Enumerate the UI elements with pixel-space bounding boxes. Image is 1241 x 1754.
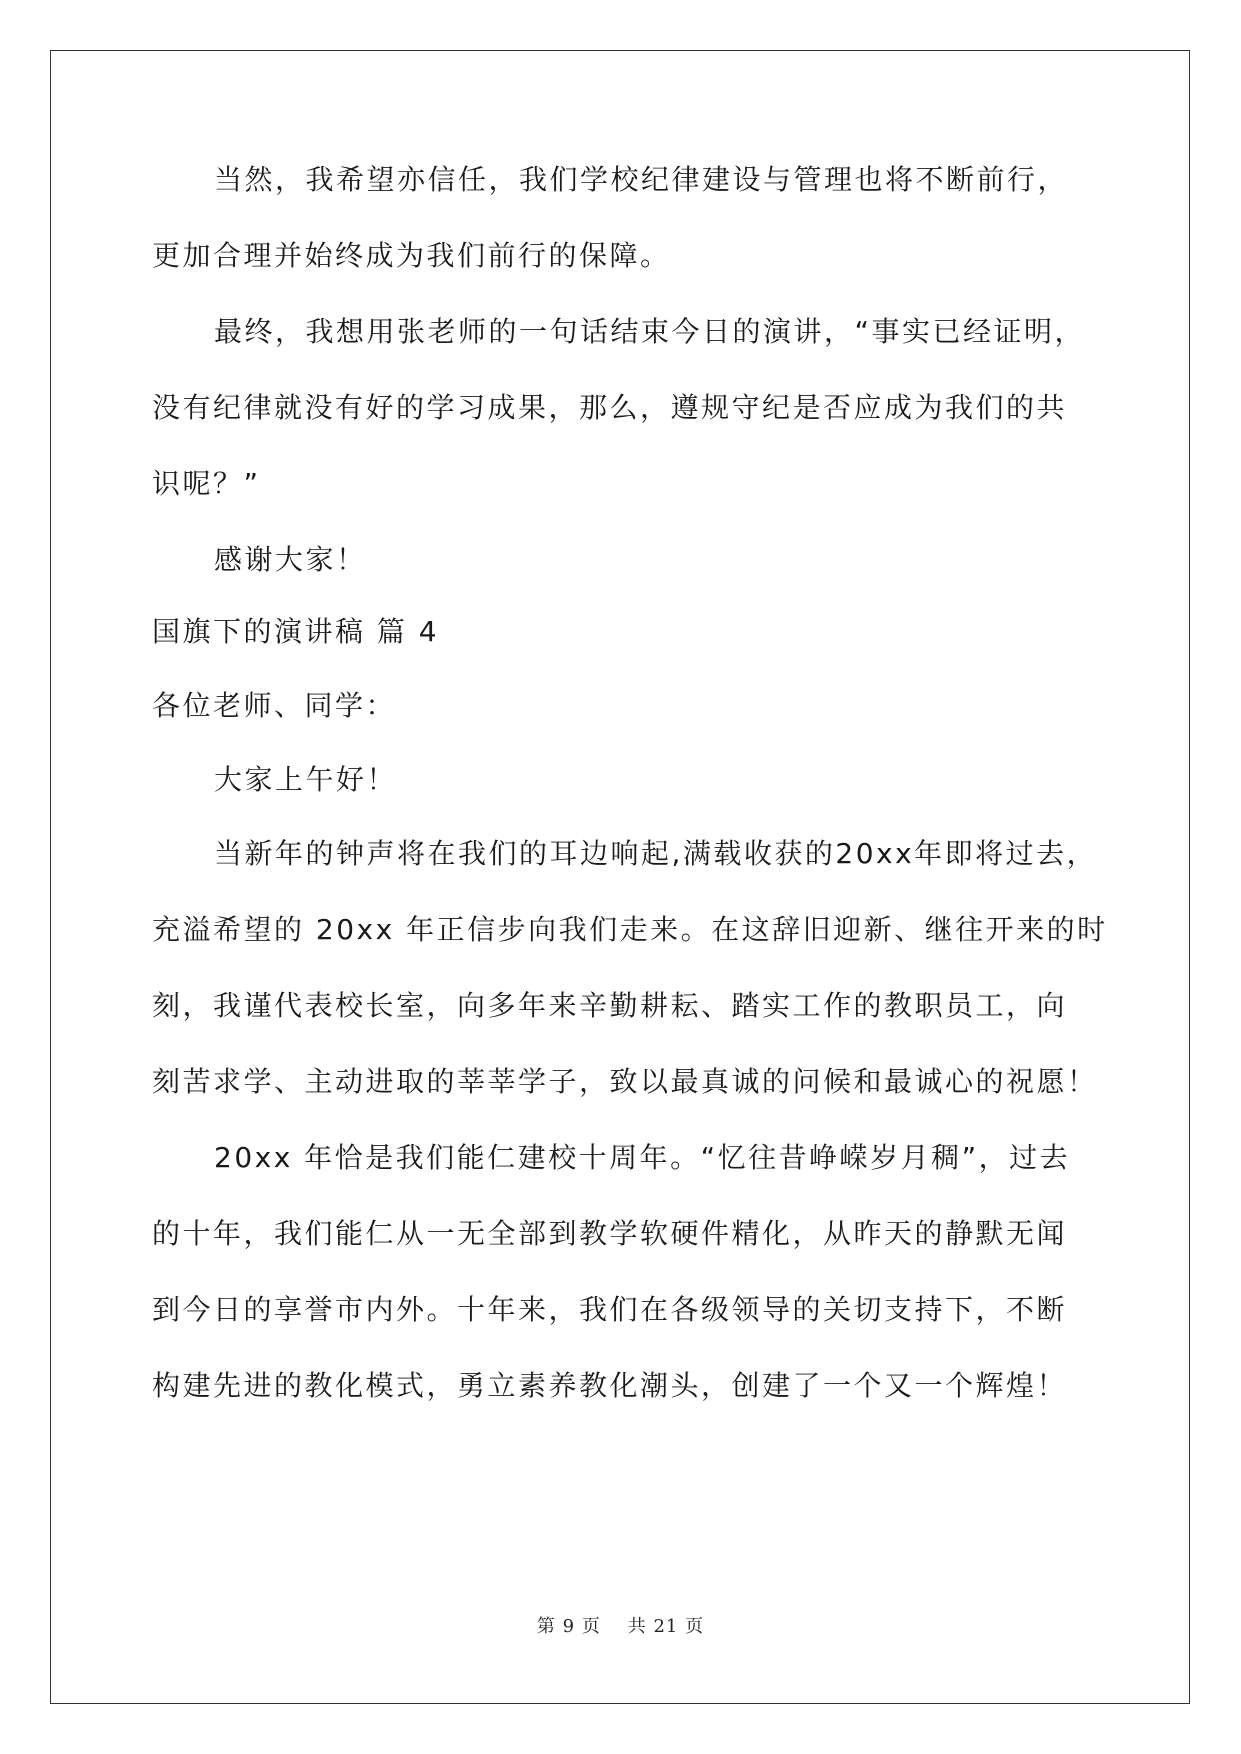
page-total: 共 21 页 <box>627 1616 705 1637</box>
page-footer <box>0 1612 1241 1638</box>
paragraph-line: 20xx 年恰是我们能仁建校十周年。“忆往昔峥嵘岁月稠”，过去 <box>214 1141 1071 1174</box>
page-number: 第 9 页 <box>536 1616 601 1637</box>
paragraph-line: 充溢希望的 20xx 年正信步向我们走来。在这辞旧迎新、继往开来的时 <box>152 913 1108 946</box>
paragraph-line: 刻苦求学、主动进取的莘莘学子，致以最真诚的问候和最诚心的祝愿！ <box>152 1065 1098 1098</box>
paragraph-line: 更加合理并始终成为我们前行的保障。 <box>152 239 671 272</box>
paragraph-line: 感谢大家！ <box>214 543 367 576</box>
section-heading: 国旗下的演讲稿 篇 4 <box>152 615 440 648</box>
paragraph-line: 到今日的享誉市内外。十年来，我们在各级领导的关切支持下，不断 <box>152 1293 1068 1326</box>
salutation: 各位老师、同学： <box>152 689 397 722</box>
paragraph-line: 最终，我想用张老师的一句话结束今日的演讲，“事实已经证明， <box>214 315 1086 348</box>
paragraph-line: 没有纪律就没有好的学习成果，那么，遵规守纪是否应成为我们的共 <box>152 391 1068 424</box>
paragraph-line: 当新年的钟声将在我们的耳边响起,满载收获的20xx年即将过去， <box>214 837 1098 870</box>
paragraph-line: 刻，我谨代表校长室，向多年来辛勤耕耘、踏实工作的教职员工，向 <box>152 989 1068 1022</box>
paragraph-line: 构建先进的教化模式，勇立素养教化潮头，创建了一个又一个辉煌！ <box>152 1369 1068 1402</box>
paragraph-line: 识呢？” <box>152 467 261 500</box>
page-border <box>50 50 1190 1704</box>
greeting: 大家上午好！ <box>214 763 398 796</box>
paragraph-line: 的十年，我们能仁从一无全部到教学软硬件精化，从昨天的静默无闻 <box>152 1217 1068 1250</box>
paragraph-line: 当然，我希望亦信任，我们学校纪律建设与管理也将不断前行， <box>214 163 1069 196</box>
